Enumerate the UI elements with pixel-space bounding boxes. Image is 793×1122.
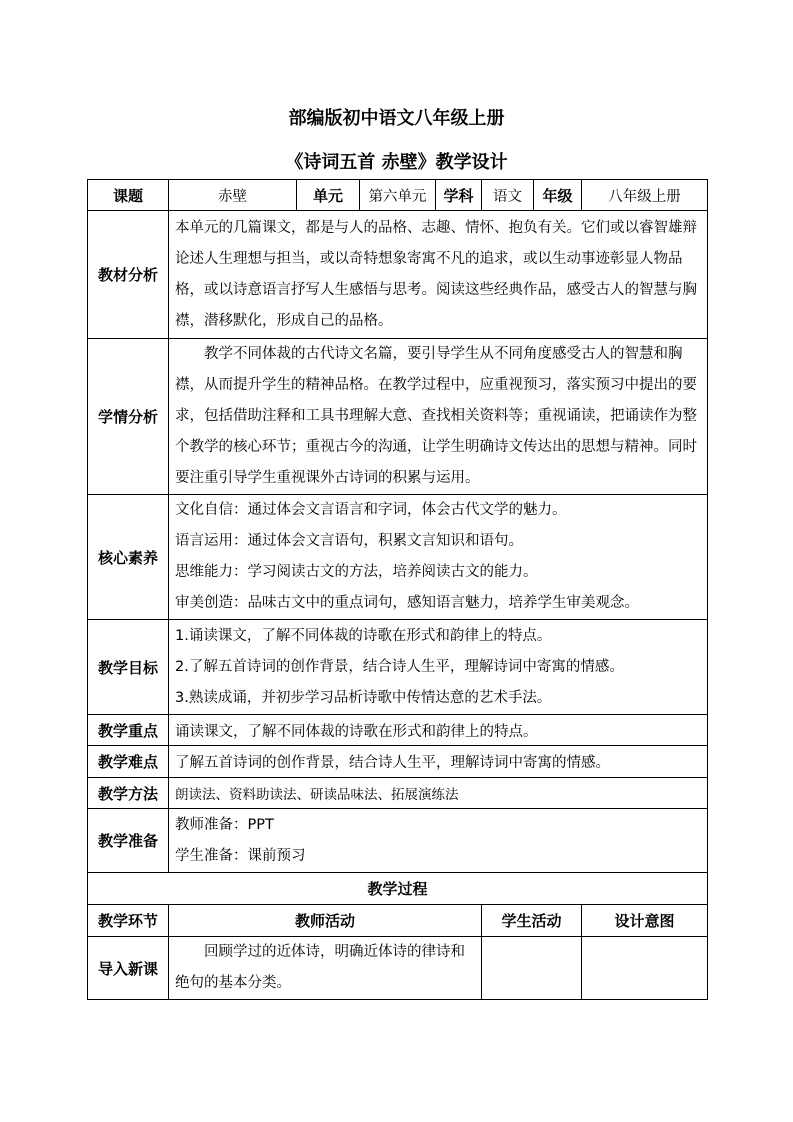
- grade-value: 八年级上册: [582, 180, 708, 211]
- core-line: 审美创造：品味古文中的重点词句，感知语言魅力，培养学生审美观念。: [175, 595, 639, 611]
- difficulty-row: [88, 746, 708, 778]
- difficulty-label: 教学难点: [88, 746, 169, 778]
- process-teacher-activity: 回顾学过的近体诗，明确近体诗的律诗和绝句的基本分类。: [175, 944, 465, 991]
- students-label: 学情分析: [88, 339, 169, 495]
- material-label: 教材分析: [88, 211, 169, 339]
- prep-row: [88, 809, 708, 873]
- prep-line: 教师准备：PPT: [175, 816, 274, 833]
- lesson-plan-table: [87, 179, 708, 1000]
- document-title: 部编版初中语文八年级上册: [288, 108, 505, 129]
- subject-value: 语文: [482, 180, 534, 211]
- topic-value: 赤壁: [169, 180, 297, 211]
- col-stage-header: 教学环节: [88, 905, 169, 937]
- core-label: 核心素养: [88, 495, 169, 620]
- key-point-row: [88, 715, 708, 746]
- process-row: [88, 937, 708, 1000]
- unit-value: 第六单元: [360, 180, 436, 211]
- method-row: [88, 778, 708, 809]
- topic-label: 课题: [88, 180, 169, 211]
- goal-line: 3.熟读成诵，并初步学习品析诗歌中传情达意的艺术手法。: [175, 689, 552, 706]
- students-text: 教学不同体裁的古代诗文名篇，要引导学生从不同角度感受古人的智慧和胸襟，从而提升学生的精神品格。在教学过程中，应重视预习，落实预习中提出的要求，包括借助注释和工具书理解大意、查找相关资料等；重视诵读，把诵读作为整个教学的核心环节；重视古今的沟通，让学生明确诗文传达出的思想与精神。同时要注重引导学生重视课外古诗词的积累与运用。: [175, 346, 697, 486]
- unit-label: 单元: [297, 180, 360, 211]
- process-student-activity: [482, 937, 582, 1000]
- core-line: 思维能力：学习阅读古文的方法，培养阅读古文的能力。: [175, 564, 538, 580]
- header-row: [88, 180, 708, 211]
- core-line: 文化自信：通过体会文言语言和字词，体会古代文学的魅力。: [175, 502, 567, 518]
- process-stage: 导入新课: [88, 937, 169, 1000]
- col-intent-header: 设计意图: [582, 905, 708, 937]
- process-title: 教学过程: [88, 873, 708, 905]
- prep-line: 学生准备：课前预习: [175, 847, 306, 864]
- subject-label: 学科: [436, 180, 482, 211]
- goal-line: 2.了解五首诗词的创作背景，结合诗人生平，理解诗词中寄寓的情感。: [175, 658, 624, 675]
- goals-row: [88, 620, 708, 715]
- process-header-row: [88, 905, 708, 937]
- material-row: [88, 211, 708, 339]
- method-text: 朗读法、资料助读法、研读品味法、拓展演练法: [169, 778, 708, 809]
- key-point-text: 诵读课文，了解不同体裁的诗歌在形式和韵律上的特点。: [169, 715, 708, 746]
- students-row: [88, 339, 708, 495]
- material-text: 本单元的几篇课文，都是与人的品格、志趣、情怀、抱负有关。它们或以睿智雄辩论述人生理想与担当，或以奇特想象寄寓不凡的追求，或以生动事迹彰显人物品格，或以诗意语言抒写人生感悟与思考。阅读这些经典作品，感受古人的智慧与胸襟，潜移默化，形成自己的品格。: [175, 219, 697, 329]
- goals-label: 教学目标: [88, 620, 169, 715]
- grade-label: 年级: [534, 180, 582, 211]
- process-design-intent: [582, 937, 708, 1000]
- difficulty-text: 了解五首诗词的创作背景，结合诗人生平，理解诗词中寄寓的情感。: [169, 746, 708, 778]
- prep-label: 教学准备: [88, 809, 169, 873]
- core-row: [88, 495, 708, 620]
- col-teacher-header: 教师活动: [169, 905, 482, 937]
- core-line: 语言运用：通过体会文言语句，积累文言知识和语句。: [175, 533, 523, 549]
- method-label: 教学方法: [88, 778, 169, 809]
- process-title-row: [88, 873, 708, 905]
- document-subtitle: 《诗词五首 赤壁》教学设计: [285, 152, 508, 173]
- goal-line: 1.诵读课文，了解不同体裁的诗歌在形式和韵律上的特点。: [175, 627, 552, 644]
- col-student-header: 学生活动: [482, 905, 582, 937]
- key-point-label: 教学重点: [88, 715, 169, 746]
